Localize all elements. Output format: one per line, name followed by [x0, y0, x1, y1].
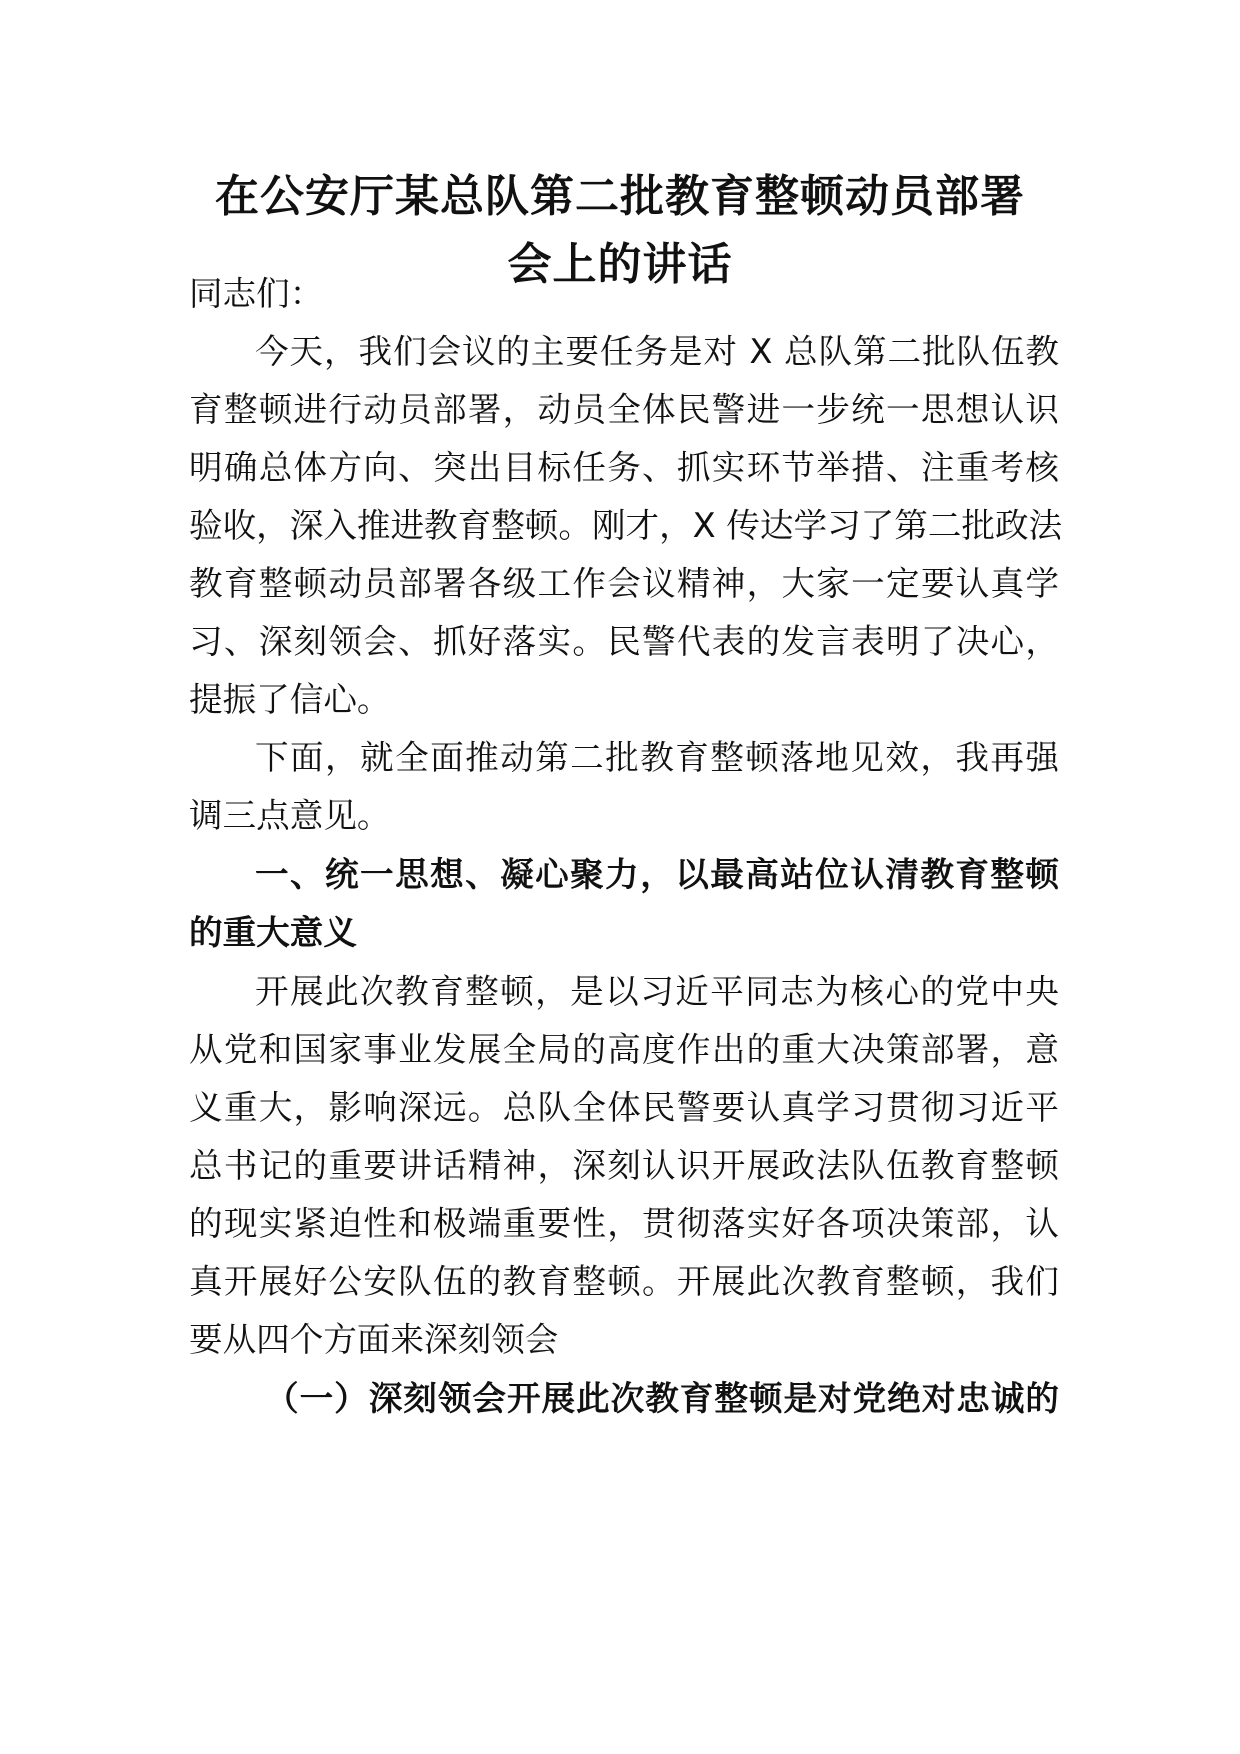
- paragraph-1-line: 明确总体方向、突出目标任务、抓实环节举措、注重考核: [189, 448, 1059, 487]
- section-heading-1-line: 的重大意义: [189, 913, 357, 952]
- subsection-heading-1: （一）深刻领会开展此次教育整顿是对党绝对忠诚的: [265, 1379, 1059, 1418]
- salutation: 同志们：: [189, 274, 324, 313]
- paragraph-3-line: 真开展好公安队伍的教育整顿。开展此次教育整顿，我们: [189, 1262, 1059, 1301]
- paragraph-1-line: 习、深刻领会、抓好落实。民警代表的发言表明了决心，: [189, 622, 1059, 661]
- paragraph-3-line: 总书记的重要讲话精神，深刻认识开展政法队伍教育整顿: [189, 1146, 1059, 1185]
- paragraph-3-line: 开展此次教育整顿，是以习近平同志为核心的党中央: [255, 972, 1059, 1011]
- paragraph-1-line: 育整顿进行动员部署，动员全体民警进一步统一思想认识: [189, 390, 1059, 429]
- paragraph-2-line: 调三点意见。: [189, 796, 391, 835]
- paragraph-3-line: 要从四个方面来深刻领会: [189, 1320, 559, 1359]
- paragraph-3-line: 的现实紧迫性和极端重要性，贯彻落实好各项决策部，认: [189, 1204, 1059, 1243]
- paragraph-1-line: 提振了信心。: [189, 680, 391, 719]
- document-title-line-2: 会上的讲话: [507, 239, 733, 290]
- section-heading-1-line: 一、统一思想、凝心聚力，以最高站位认清教育整顿: [255, 855, 1059, 894]
- paragraph-1-line: 今天，我们会议的主要任务是对 X 总队第二批队伍教: [255, 332, 1059, 371]
- paragraph-3-line: 义重大，影响深远。总队全体民警要认真学习贯彻习近平: [189, 1088, 1059, 1127]
- document-title-line-1: 在公安厅某总队第二批教育整顿动员部署: [215, 171, 1025, 222]
- paragraph-1-line: 教育整顿动员部署各级工作会议精神，大家一定要认真学: [189, 564, 1059, 603]
- paragraph-2-line: 下面，就全面推动第二批教育整顿落地见效，我再强: [255, 738, 1059, 777]
- paragraph-1-line: 验收，深入推进教育整顿。刚才，X 传达学习了第二批政法: [189, 506, 1063, 545]
- paragraph-3-line: 从党和国家事业发展全局的高度作出的重大决策部署，意: [189, 1030, 1059, 1069]
